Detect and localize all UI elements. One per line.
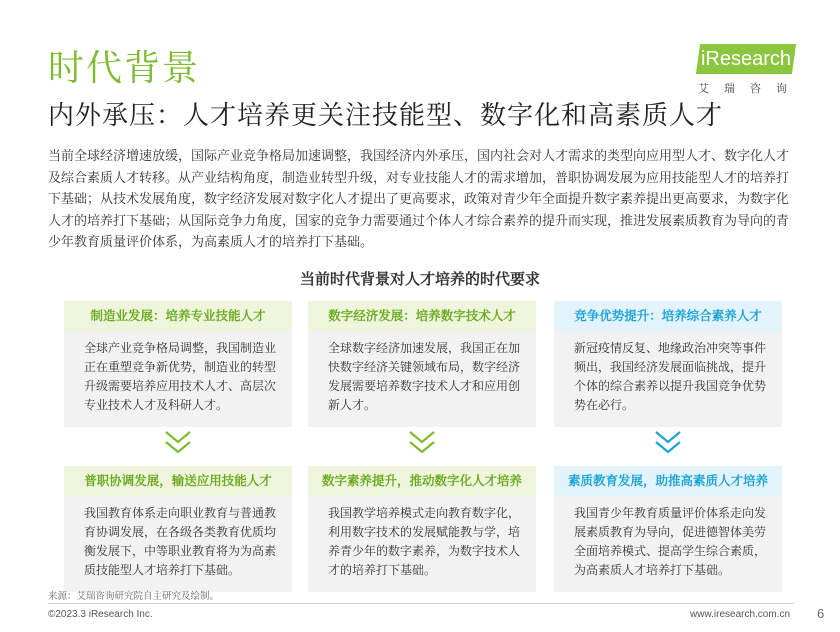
card-text: 新冠疫情反复、地缘政治冲突等事件频出，我国经济发展面临挑战，提升个体的综合素养以提升我国竞争优势势在必行。: [554, 331, 782, 427]
copyright: ©2023.3 iResearch Inc.: [48, 609, 153, 620]
logo-wordmark: iResearch: [700, 48, 792, 70]
card-digital-literacy: [308, 466, 536, 592]
chevron-down-icon: [158, 428, 198, 458]
card-quality-education: [554, 466, 782, 592]
card-competitiveness: [554, 301, 782, 427]
card-title: 普职协调发展，输送应用技能人才: [64, 466, 292, 496]
page-subtitle: 内外承压：人才培养更关注技能型、数字化和高素质人才: [48, 101, 724, 131]
section-heading: 当前时代背景对人才培养的时代要求: [299, 270, 540, 288]
website-link[interactable]: www.iresearch.com.cn: [690, 609, 791, 620]
card-title: 数字经济发展：培养数字技术人才: [308, 301, 536, 331]
card-title: 竞争优势提升：培养综合素养人才: [554, 301, 782, 331]
card-vocational: [64, 466, 292, 592]
card-text: 全球产业竞争格局调整，我国制造业正在重塑竞争新优势，制造业的转型升级需要培养应用技术人才、高层次专业技术人才及科研人才。: [64, 331, 292, 427]
intro-paragraph: 当前全球经济增速放缓，国际产业竞争格局加速调整，我国经济内外承压，国内社会对人才需求的类型向应用型人才、数字化人才及综合素质人才转移。从产业结构角度，制造业转型升级，对专业技能人才的需求增加，普职协调发展为应用技能型人才的培养打下基础；从技术发展角度，数字经济发展对数字化人才提出了更高要求，政策对青少年全面提升数字素养提出更高要求，为数字化人才的培养打下基础；从国际竞争力角度，国家的竞争力需要通过个体人才综合素养的提升而实现，推进发展素质教育为导向的青少年教育质量评价体系，为高素质人才的培养打下基础。: [48, 149, 790, 250]
footer-divider: [48, 603, 794, 604]
page-number: 6: [817, 606, 825, 621]
page-title: 时代背景: [48, 48, 201, 89]
source-note: 来源：艾瑞咨询研究院自主研究及绘制。: [48, 591, 220, 602]
card-digital-economy: [308, 301, 536, 427]
card-text: 我国教育体系走向职业教育与普通教育协调发展，在各级各类教育优质均衡发展下，中等职业教育将为为高素质技能型人才培养打下基础。: [64, 496, 292, 592]
chevron-down-icon: [402, 428, 442, 458]
card-text: 我国教学培养模式走向教育数字化，利用数字技术的发展赋能教与学，培养青少年的数字素养，为数字技术人才的培养打下基础。: [308, 496, 536, 592]
logo-chinese: 艾瑞咨询: [698, 82, 802, 95]
card-manufacturing: [64, 301, 292, 427]
card-text: 我国青少年教育质量评价体系走向发展素质教育为导向，促进德智体美劳全面培养模式、提高学生综合素质，为高素质人才培养打下基础。: [554, 496, 782, 592]
card-title: 制造业发展：培养专业技能人才: [64, 301, 292, 331]
card-title: 素质教育发展，助推高素质人才培养: [554, 466, 782, 496]
card-title: 数字素养提升，推动数字化人才培养: [308, 466, 536, 496]
chevron-down-icon: [648, 428, 688, 458]
iresearch-logo: [690, 42, 802, 100]
card-text: 全球数字经济加速发展，我国正在加快数字经济关键领域布局，数字经济发展需要培养数字技术人才和应用创新人才。: [308, 331, 536, 427]
